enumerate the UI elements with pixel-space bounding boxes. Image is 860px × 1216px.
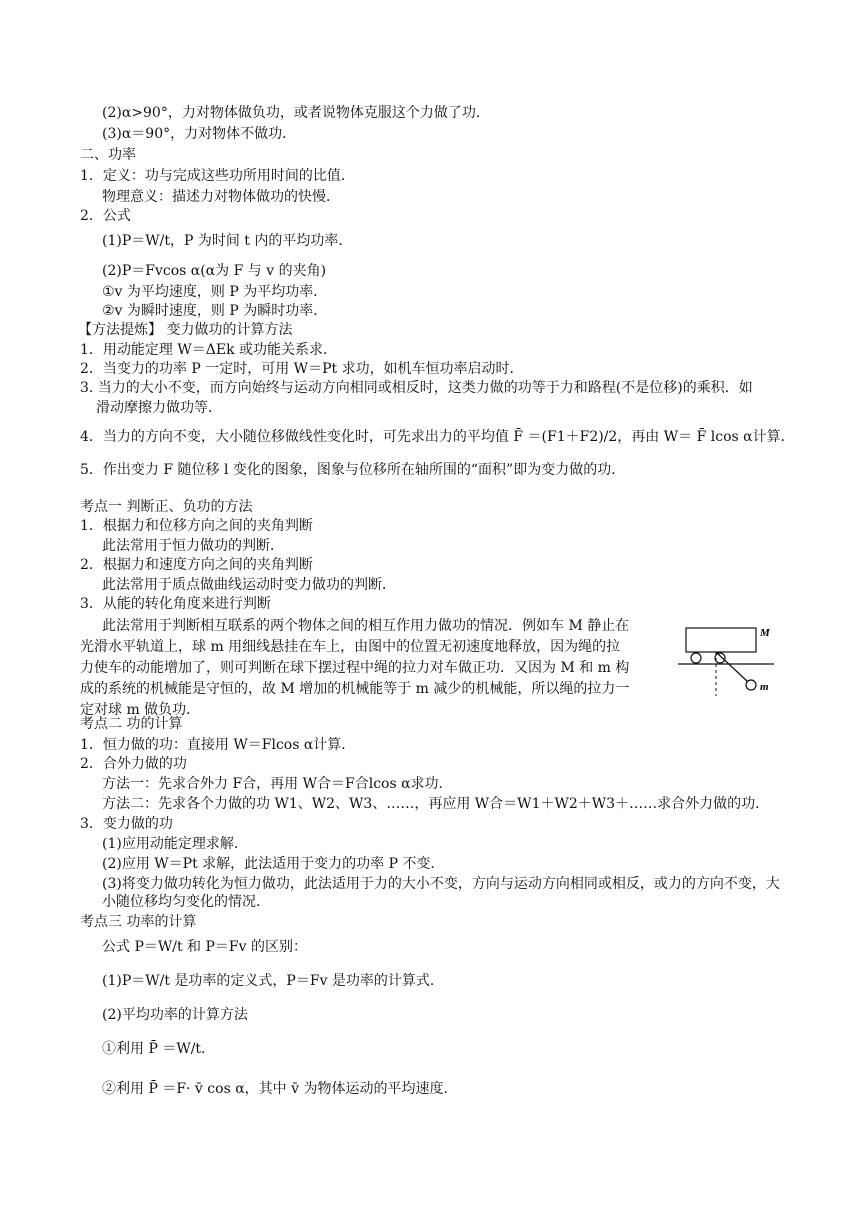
text-line: 成的系统的机械能是守恒的，故 M 增加的机械能等于 m 减少的机械能，所以绳的拉力一 <box>80 681 630 697</box>
text-line: 物理意义：描述力对物体做功的快慢． <box>102 189 340 205</box>
text-line: 3．从能的转化角度来进行判断 <box>80 596 271 612</box>
formula-line: 公式 P＝W/t 和 P＝Fv 的区别： <box>102 939 307 955</box>
cart-body <box>686 628 756 652</box>
text-line: (1)应用动能定理求解． <box>102 836 248 852</box>
ball-label: m <box>760 681 769 693</box>
text-line: 2．公式 <box>80 208 131 224</box>
wheel <box>691 653 701 663</box>
text-line: 此法常用于判断相互联系的两个物体之间的相互作用力做功的情况．例如车 M 静止在 <box>102 618 630 634</box>
text-line: 光滑水平轨道上，球 m 用细线悬挂在车上，由图中的位置无初速度地释放，因为绳的拉 <box>80 639 621 655</box>
text-line: 1．恒力做的功：直接用 W＝Flcos α计算． <box>80 737 356 753</box>
text-line: 1．定义：功与完成这些功所用时间的比值． <box>80 168 355 184</box>
formula-line: (1)P＝W/t 是功率的定义式，P＝Fv 是功率的计算式． <box>102 973 444 989</box>
text-line: 2．根据力和速度方向之间的夹角判断 <box>80 557 313 573</box>
text-line: 1．根据力和位移方向之间的夹角判断 <box>80 518 313 534</box>
text-line: 2．合外力做的功 <box>80 756 187 772</box>
text-line: 此法常用于质点做曲线运动时变力做功的判断． <box>102 577 396 593</box>
text-line: (3)α＝90°，力对物体不做功． <box>102 126 297 142</box>
text-line: 滑动摩擦力做功等． <box>96 400 222 416</box>
formula-line: (2)P＝Fvcos α(α为 F 与 v 的夹角) <box>102 263 327 279</box>
text-line: 此法常用于恒力做功的判断． <box>102 538 284 554</box>
text-line: ①v 为平均速度，则 P 为平均功率． <box>102 284 328 300</box>
text-line: 3．变力做的功 <box>80 816 173 832</box>
text-line: 1．用动能定理 W＝ΔEk 或功能关系求． <box>80 342 338 358</box>
cart-ball-figure <box>676 624 776 700</box>
formula-line: ②利用 P̄ ＝F· v̄ cos α，其中 v̄ 为物体运动的平均速度． <box>102 1081 458 1097</box>
text-line: ②v 为瞬时速度，则 P 为瞬时功率． <box>102 303 328 319</box>
formula-line: (1)P＝W/t，P 为时间 t 内的平均功率． <box>102 233 353 249</box>
text-line: (2)平均功率的计算方法 <box>102 1007 248 1023</box>
text-line: 3. 当力的大小不变，而方向始终与运动方向相同或相反时，这类力做的功等于力和路程(不是位移)的乘积．如 <box>80 380 753 396</box>
text-line: (3)将变力做功转化为恒力做功，此法适用于力的大小不变，方向与运动方向相同或相反，或力的方向不变，大小随位移均匀变化的情况． <box>102 876 780 910</box>
section-heading: 考点二 功的计算 <box>80 716 183 732</box>
text-line: (2)应用 W＝Pt 求解，此法适用于变力的功率 P 不变． <box>102 856 445 872</box>
method-heading: 【方法提炼】 变力做功的计算方法 <box>78 322 293 338</box>
text-line: 方法一：先求合外力 F合，再用 W合＝F合lcos α求功． <box>102 776 453 792</box>
section-heading: 二、功率 <box>80 147 136 163</box>
section-heading: 考点一 判断正、负功的方法 <box>80 499 253 515</box>
text-line: (2)α>90°，力对物体做负功，或者说物体克服这个力做了功． <box>102 105 490 121</box>
text-line: 5．作出变力 F 随位移 l 变化的图象，图象与位移所在轴所围的“面积”即为变力做的功． <box>80 462 626 478</box>
formula-line: ①利用 P̄ ＝W/t． <box>102 1041 216 1057</box>
text-line: 力使车的动能增加了，则可判断在球下摆过程中绳的拉力对车做正功．又因为 M 和 m 构 <box>80 660 630 676</box>
section-heading: 考点三 功率的计算 <box>80 914 197 930</box>
string <box>716 652 748 682</box>
cart-label: M <box>760 627 770 639</box>
text-line: 2．当变力的功率 P 一定时，可用 W＝Pt 求功，如机车恒功率启动时． <box>80 361 524 377</box>
formula-line: 4．当力的方向不变，大小随位移做线性变化时，可先求出力的平均值 F̄ ＝(F1＋F2)/2，再由 W＝ F̄ lcos α计算． <box>80 429 795 445</box>
text-line: 方法二：先求各个力做的功 W1、W2、W3、……，再应用 W合＝W1＋W2＋W3＋……求合外力做的功． <box>102 796 770 812</box>
text-line: 定对球 m 做负功． <box>80 702 201 718</box>
ball <box>746 680 756 690</box>
